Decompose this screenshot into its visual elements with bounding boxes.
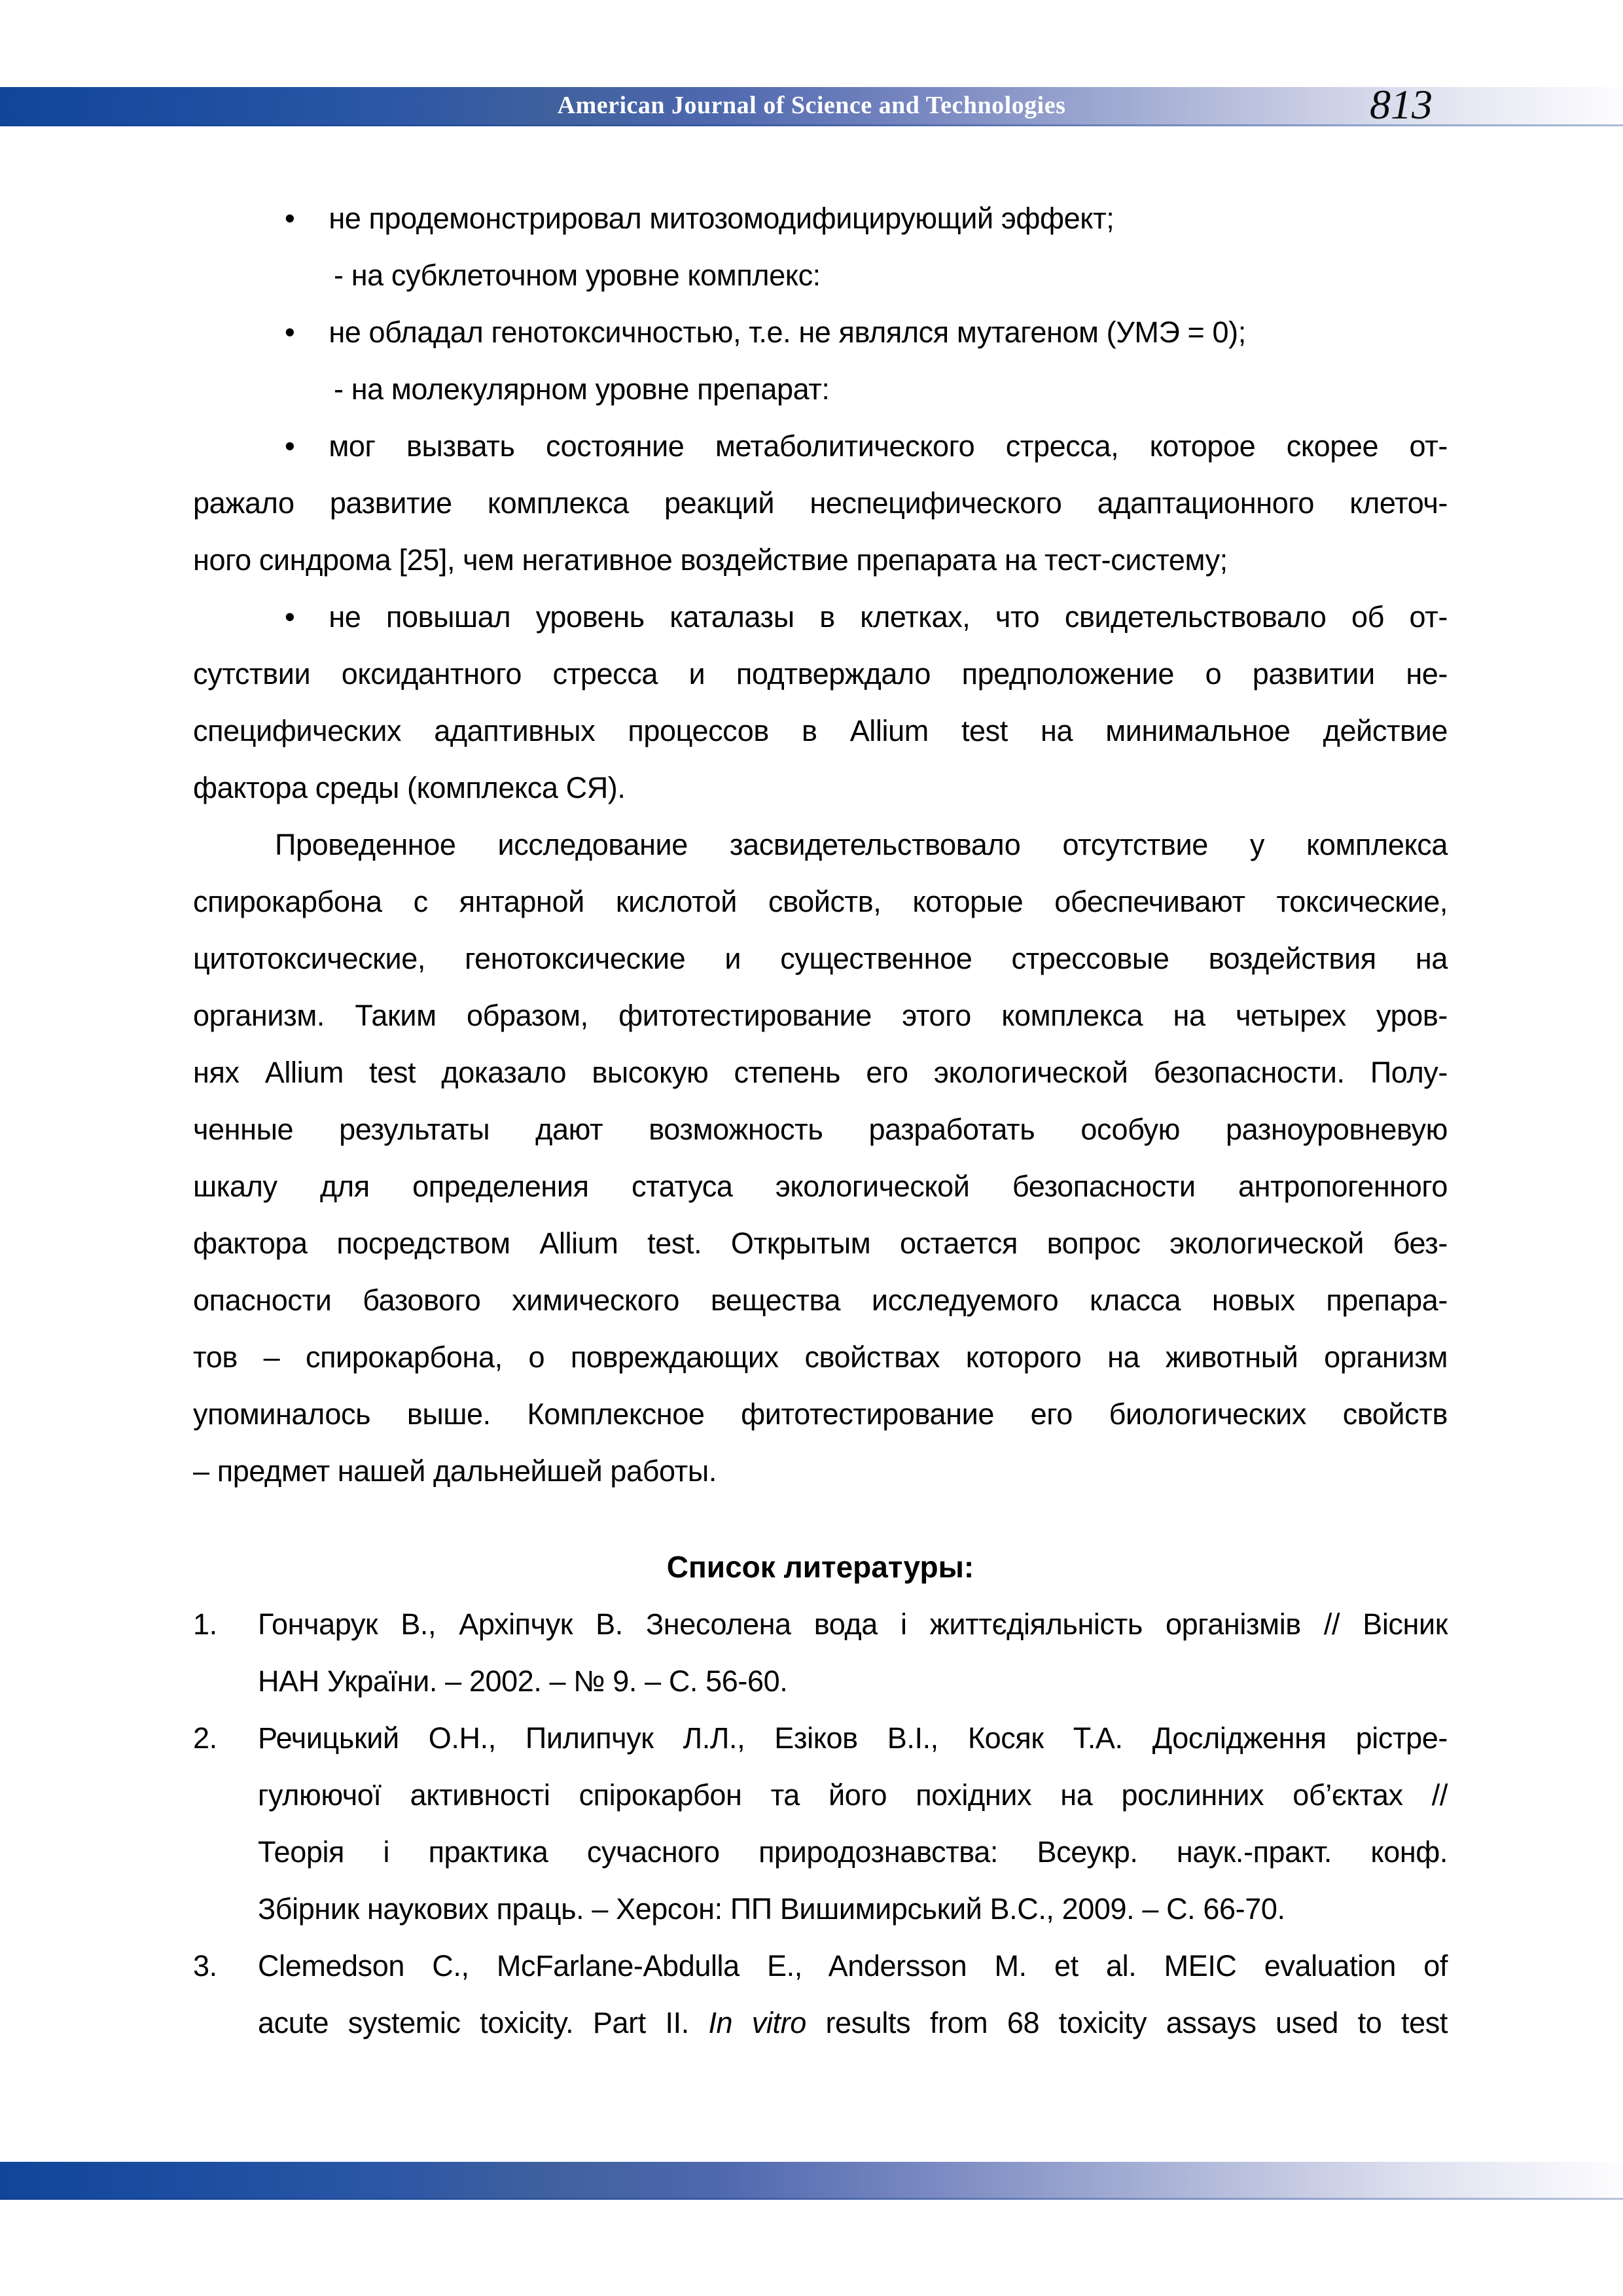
page-number: 813 (1370, 81, 1433, 128)
body-line: не продемонстрировал митозомодифицирующий эффект; (329, 202, 1115, 235)
body-line: ного синдрома [25], чем негативное воздействие препарата на тест-систему; (193, 543, 1228, 577)
body-line: Проведенное исследование засвидетельствовало отсутствие у комплекса (275, 828, 1448, 861)
body-line: упоминалось выше. Комплексное фитотестирование его биологических свойств (193, 1397, 1448, 1431)
reference-item-1 (193, 1596, 1448, 1653)
bullet-item (193, 588, 1448, 645)
bullet-icon: • (285, 429, 295, 463)
body-line: специфических адаптивных процессов в Allium test на минимальное действие (193, 714, 1448, 747)
reference-line (193, 1994, 1448, 2051)
article-body (193, 190, 1448, 2051)
header-band (0, 81, 1623, 128)
bullet-icon: • (285, 600, 295, 634)
body-line: цитотоксические, генотоксические и существенное стрессовые воздействия на (193, 942, 1448, 975)
references-heading: Список литературы: (666, 1550, 974, 1584)
reference-line: Clemedson C., McFarlane-Abdulla E., Andersson M. et al. MEIC evaluation of (258, 1949, 1448, 1982)
reference-number: 3. (193, 1949, 217, 1982)
reference-line: Теорія і практика сучасного природознавства: Всеукр. наук.-практ. конф. (258, 1835, 1448, 1869)
body-line: ченные результаты дают возможность разработать особую разноуровневую (193, 1113, 1448, 1146)
reference-line-italic: In vitro (708, 2006, 806, 2039)
reference-item-2 (193, 1710, 1448, 1767)
body-line: - на молекулярном уровне препарат: (334, 372, 830, 406)
reference-number: 1. (193, 1607, 217, 1641)
body-line: опасности базового химического вещества исследуемого класса новых препара- (193, 1283, 1448, 1317)
bullet-icon: • (285, 315, 295, 349)
body-line: тов – спирокарбона, о повреждающих свойствах которого на животный организм (193, 1340, 1448, 1374)
body-line: – предмет нашей дальнейшей работы. (193, 1454, 717, 1488)
body-line: не повышал уровень каталазы в клетках, что свидетельствовало об от- (329, 600, 1448, 634)
reference-line: Збірник наукових праць. – Херсон: ПП Вишимирський В.С., 2009. – С. 66-70. (258, 1892, 1285, 1926)
body-line: - на субклеточном уровне комплекс: (334, 259, 821, 292)
body-line: не обладал генотоксичностью, т.е. не являлся мутагеном (УМЭ = 0); (329, 315, 1246, 349)
reference-line: гулюючої активності спірокарбон та його похідних на рослинних об’єктах // (258, 1778, 1448, 1812)
reference-line-prefix: acute systemic toxicity. Part II. (258, 2006, 709, 2039)
bullet-item (193, 190, 1448, 247)
body-line: фактора среды (комплекса СЯ). (193, 771, 626, 804)
footer-band (0, 2162, 1623, 2200)
bullet-icon: • (285, 202, 295, 235)
reference-line: НАН України. – 2002. – № 9. – С. 56-60. (258, 1664, 788, 1698)
reference-line: Речицький О.Н., Пилипчук Л.Л., Езіков В.І., Косяк Т.А. Дослідження рістре- (258, 1721, 1448, 1755)
body-line: мог вызвать состояние метаболитического стресса, которое скорее от- (329, 429, 1448, 463)
reference-item-3 (193, 1937, 1448, 1994)
journal-title: American Journal of Science and Technologies (557, 92, 1066, 119)
reference-number: 2. (193, 1721, 217, 1755)
reference-line-suffix: results from 68 toxicity assays used to test (806, 2006, 1448, 2039)
body-line: фактора посредством Allium test. Открытым остается вопрос экологической без- (193, 1227, 1448, 1260)
bullet-item (193, 418, 1448, 475)
bullet-item (193, 304, 1448, 361)
body-line: ражало развитие комплекса реакций неспецифического адаптационного клеточ- (193, 486, 1448, 520)
reference-line: Гончарук В., Архіпчук В. Знесолена вода і життєдіяльність організмів // Вісник (258, 1607, 1448, 1641)
body-line: спирокарбона с янтарной кислотой свойств, которые обеспечивают токсические, (193, 885, 1448, 918)
body-line: шкалу для определения статуса экологической безопасности антропогенного (193, 1170, 1448, 1203)
body-line: организм. Таким образом, фитотестирование этого комплекса на четырех уров- (193, 999, 1448, 1032)
body-line: сутствии оксидантного стресса и подтверждало предположение о развитии не- (193, 657, 1448, 691)
body-line: нях Allium test доказало высокую степень его экологической безопасности. Полу- (193, 1056, 1448, 1089)
